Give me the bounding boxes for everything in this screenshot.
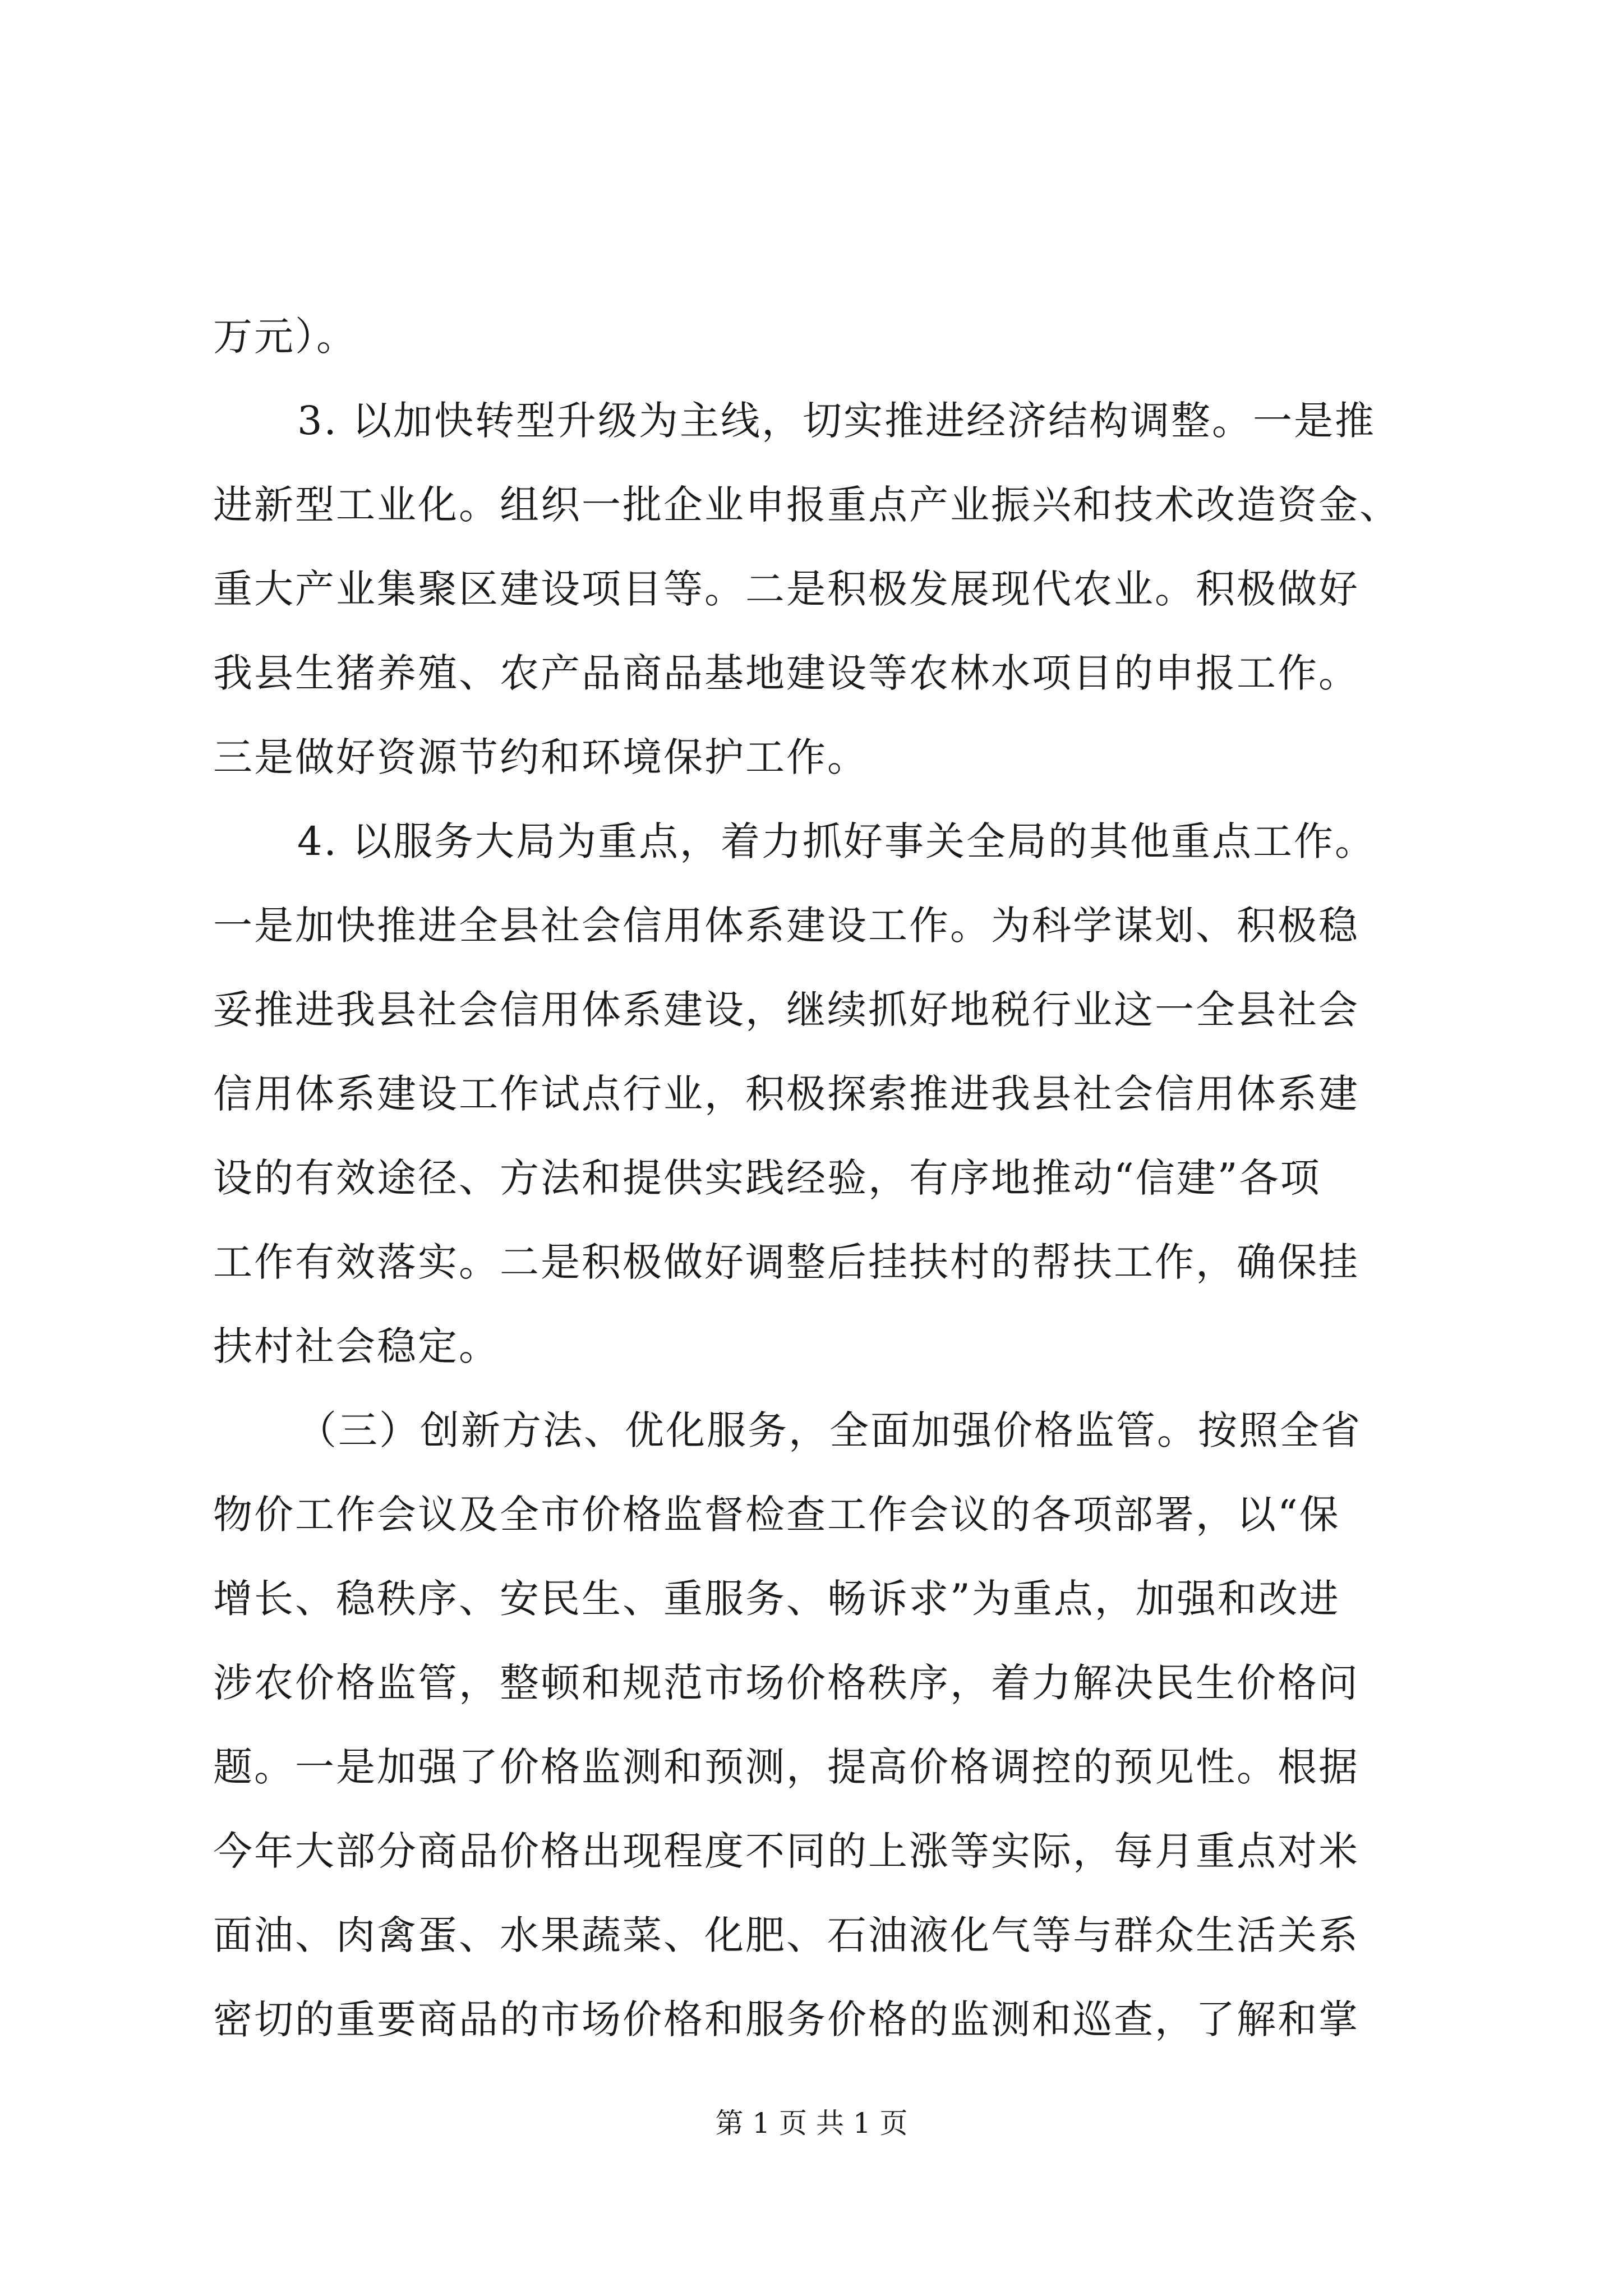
text-line: 妥推进我县社会信用体系建设，继续抓好地税行业这一全县社会	[213, 987, 1359, 1033]
text-line: 三是做好资源节约和环境保护工作。	[213, 734, 868, 780]
text-line: 物价工作会议及全市价格监督检查工作会议的各项部署，以“保	[213, 1492, 1340, 1538]
text-line: 扶村社会稳定。	[213, 1323, 500, 1369]
text-line: 面油、肉禽蛋、水果蔬菜、化肥、石油液化气等与群众生活关系	[213, 1912, 1359, 1958]
text-line: 进新型工业化。组织一批企业申报重点产业振兴和技术改造资金、	[213, 482, 1400, 528]
text-line: 密切的重要商品的市场价格和服务价格的监测和巡查，了解和掌	[213, 1996, 1359, 2042]
text-line: 设的有效途径、方法和提供实践经验，有序地推动“信建”各项	[213, 1155, 1321, 1201]
text-line: 涉农价格监管，整顿和规范市场价格秩序，着力解决民生价格问	[213, 1660, 1359, 1706]
text-line: 3. 以加快转型升级为主线，切实推进经济结构调整。一是推	[297, 398, 1376, 444]
text-line: 今年大部分商品价格出现程度不同的上涨等实际，每月重点对米	[213, 1828, 1359, 1874]
text-line: （三）创新方法、优化服务，全面加强价格监管。按照全省	[297, 1407, 1362, 1453]
text-line: 我县生猪养殖、农产品商品基地建设等农林水项目的申报工作。	[213, 650, 1359, 696]
text-line: 题。一是加强了价格监测和预测，提高价格调控的预见性。根据	[213, 1744, 1359, 1790]
text-line: 万元）。	[213, 314, 357, 360]
text-line: 信用体系建设工作试点行业，积极探索推进我县社会信用体系建	[213, 1071, 1359, 1117]
text-line: 一是加快推进全县社会信用体系建设工作。为科学谋划、积极稳	[213, 903, 1359, 949]
text-line: 工作有效落实。二是积极做好调整后挂扶村的帮扶工作，确保挂	[213, 1239, 1359, 1285]
page-footer: 第 1 页 共 1 页	[715, 2107, 908, 2139]
text-line: 4. 以服务大局为重点，着力抓好事关全局的其他重点工作。	[297, 818, 1376, 864]
text-line: 增长、稳秩序、安民生、重服务、畅诉求”为重点，加强和改进	[213, 1576, 1340, 1622]
text-line: 重大产业集聚区建设项目等。二是积极发展现代农业。积极做好	[213, 566, 1359, 612]
